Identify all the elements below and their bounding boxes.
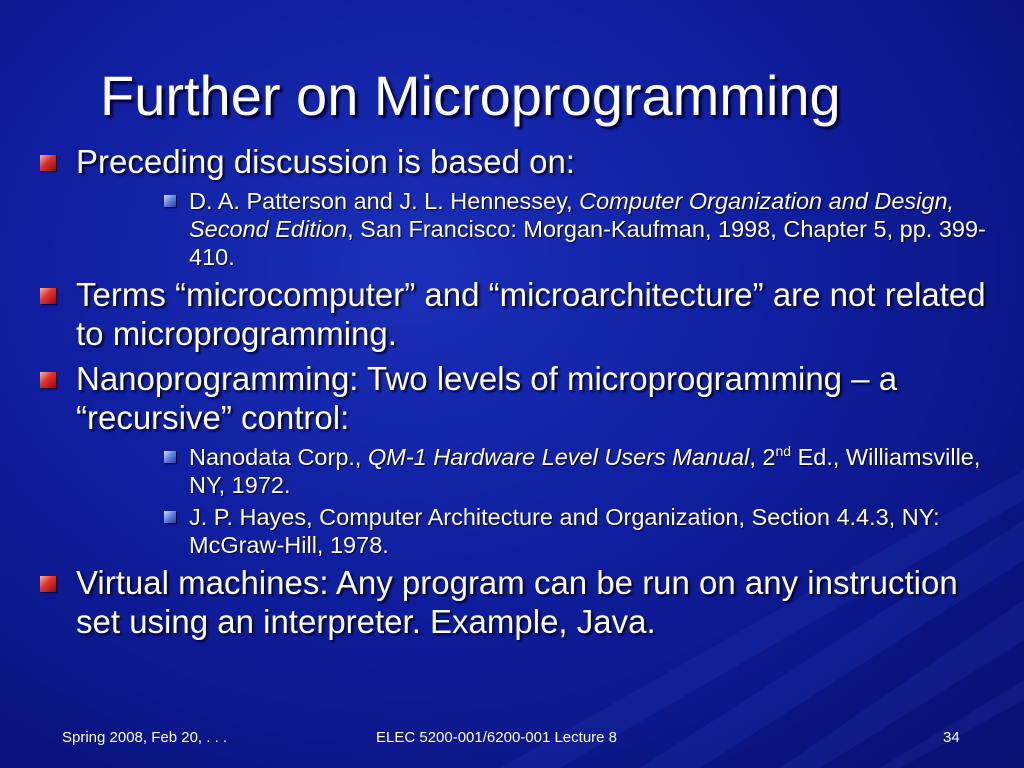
reference-details: Ed., Williamsville, NY, 1972. <box>189 444 981 498</box>
reference-text: J. P. Hayes, Computer Architecture and Organization, Section 4.4.3, NY: McGraw-Hill, 1978. <box>189 504 940 558</box>
reference-edition: , 2 <box>749 444 776 470</box>
bullet-item <box>40 359 1000 437</box>
sub-bullet-item <box>164 503 1000 559</box>
bullet-text: Virtual machines: Any program can be run on any instruction set using an interpreter. Example, Java. <box>76 564 958 640</box>
bullet-text: Preceding discussion is based on: <box>76 143 575 180</box>
bullet-item <box>40 275 1000 353</box>
square-bullet-icon <box>40 372 56 388</box>
small-square-bullet-icon <box>164 195 176 207</box>
square-bullet-icon <box>40 288 56 304</box>
bullet-text: Terms “microcomputer” and “microarchitecture” are not related to microprogramming. <box>76 276 986 352</box>
reference-authors: D. A. Patterson and J. L. Hennessey, <box>189 188 580 214</box>
small-square-bullet-icon <box>164 451 176 463</box>
square-bullet-icon <box>40 155 56 171</box>
slide-content <box>40 142 1000 647</box>
slide-title: Further on Microprogramming <box>100 64 841 127</box>
slide-number: 34 <box>943 729 960 746</box>
edition-superscript: nd <box>775 443 792 460</box>
sub-bullet-item <box>164 187 1000 271</box>
reference-details: , San Francisco: Morgan-Kaufman, 1998, Chapter 5, pp. 399-410. <box>189 216 986 270</box>
bullet-text: Nanoprogramming: Two levels of microprogramming – a “recursive” control: <box>76 360 898 436</box>
sub-bullet-item <box>164 443 1000 499</box>
reference-book-title: Computer Organization and Design, Second Edition <box>189 188 955 242</box>
reference-publisher: Nanodata Corp., <box>189 444 368 470</box>
small-square-bullet-icon <box>164 511 176 523</box>
reference-manual-title: QM-1 Hardware Level Users Manual <box>367 444 750 470</box>
footer-date: Spring 2008, Feb 20, . . . <box>62 729 228 746</box>
bullet-item <box>40 563 1000 641</box>
footer-course: ELEC 5200-001/6200-001 Lecture 8 <box>376 729 618 746</box>
bullet-item <box>40 142 1000 181</box>
square-bullet-icon <box>40 576 56 592</box>
